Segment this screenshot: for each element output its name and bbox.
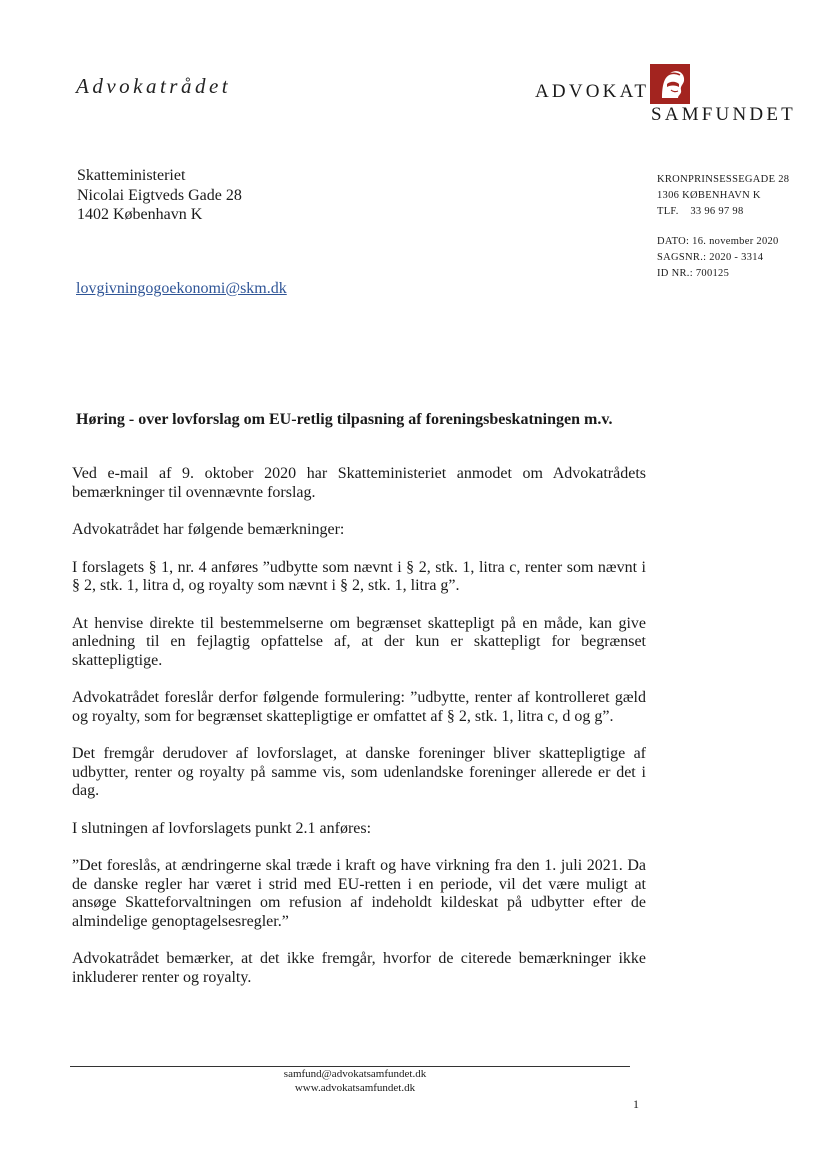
id-number: ID NR.: 700125	[657, 268, 730, 279]
letter-date: DATO: 16. november 2020	[657, 236, 779, 247]
footer-email: samfund@advokatsamfundet.dk	[283, 1068, 427, 1080]
body-paragraph: ”Det foreslås, at ændringerne skal træde i kraft og have virkning fra den 1. juli 2021. Da de danske regler har været i strid med EU-retten i en periode, vil det være muligt at ansøge Skatteforvaltningen om refusion af indeholdt kildeskat på udbytter efter de almindelige genoptagelsesregler.”	[72, 857, 646, 930]
advokatsamfundet-logo	[535, 64, 805, 124]
footer-website: www.advokatsamfundet.dk	[294, 1082, 416, 1094]
page-number: 1	[633, 1097, 639, 1111]
body-paragraph: Advokatrådet har følgende bemærkninger:	[72, 521, 345, 538]
case-number: SAGSNR.: 2020 - 3314	[657, 252, 764, 263]
logo-text-bottom: SAMFUNDET	[651, 104, 796, 125]
letter-subject: Høring - over lovforslag om EU-retlig tilpasning af foreningsbeskatningen m.v.	[76, 411, 613, 428]
body-paragraph: Ved e-mail af 9. oktober 2020 har Skatteministeriet anmodet om Advokatrådets bemærkninger til ovennævnte forslag.	[72, 465, 646, 501]
sender-street: KRONPRINSESSEGADE 28	[657, 174, 790, 185]
body-paragraph: Det fremgår derudover af lovforslaget, at danske foreninger bliver skattepligtige af udbytter, renter og royalty på samme vis, som udenlandske foreninger allerede er det i dag.	[72, 745, 646, 799]
sender-city: 1306 KØBENHAVN K	[657, 190, 761, 201]
body-paragraph: At henvise direkte til bestemmelserne om begrænset skattepligt på en måde, kan give anledning til en fejlagtig opfattelse af, at der kun er skattepligt for begrænset skattepligtige.	[72, 614, 646, 669]
sender-info	[657, 172, 789, 282]
org-name-italic: Advokatrådet	[76, 74, 232, 98]
logo-text-top: ADVOKAT	[535, 81, 650, 102]
recipient-name: Skatteministeriet	[77, 167, 186, 184]
recipient-street: Nicolai Eigtveds Gade 28	[77, 186, 242, 204]
recipient-city: 1402 København K	[77, 206, 203, 223]
sender-phone: TLF. 33 96 97 98	[657, 206, 744, 217]
footer	[0, 1067, 710, 1095]
letter-body	[72, 465, 646, 987]
body-paragraph: I forslagets § 1, nr. 4 anføres ”udbytte som nævnt i § 2, stk. 1, litra c, renter som nævnt i § 2, stk. 1, litra d, og royalty som nævnt i § 2, stk. 1, litra g”.	[72, 558, 646, 594]
body-paragraph: Advokatrådet foreslår derfor følgende formulering: ”udbytte, renter af kontrolleret gæld og royalty, som for begrænset skattepligtige er omfattet af § 2, stk. 1, litra c, d og g”.	[72, 689, 646, 725]
helmeted-head-emblem-icon	[650, 64, 690, 104]
body-paragraph: I slutningen af lovforslagets punkt 2.1 anføres:	[72, 819, 372, 837]
recipient-address	[77, 166, 242, 225]
recipient-email-link[interactable]: lovgivningogoekonomi@skm.dk	[76, 280, 287, 297]
body-paragraph: Advokatrådet bemærker, at det ikke fremgår, hvorfor de citerede bemærkninger ikke inkluderer renter og royalty.	[72, 950, 646, 986]
